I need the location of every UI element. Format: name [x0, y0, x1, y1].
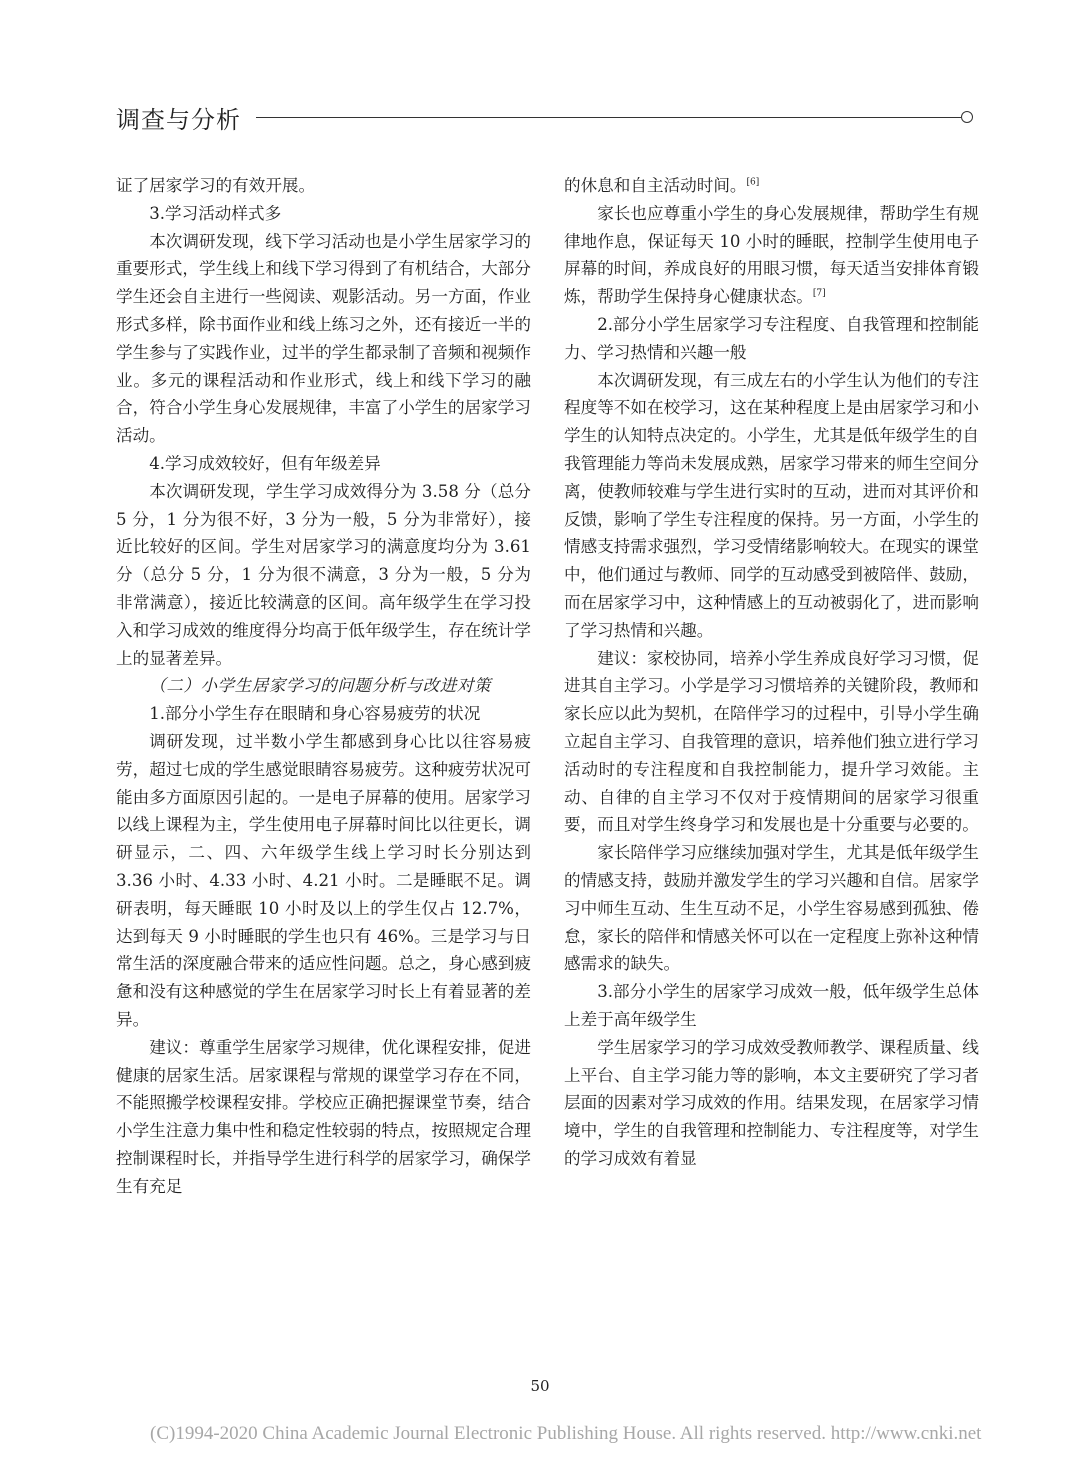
paragraph: 调研发现，过半数小学生都感到身心比以往容易疲劳，超过七成的学生感觉眼睛容易疲劳。这种疲劳状况可能由多方面原因引起的。一是电子屏幕的使用。居家学习以线上课程为主，学生使用电子屏幕时间比以往更长，调研显示，二、四、六年级学生线上学习时长分别达到 3.36 小时、4.33 小时、4.21 小时。二是睡眠不足。调研表明，每天睡眠 10 小时及以上的学生仅占 12.7%，达到每天 9 小时睡眠的学生也只有 46%。三是学习与日常生活的深度融合带来的适应性问题。总之，身心感到疲惫和没有这种感觉的学生在居家学习时长上有着显著的差异。	[116, 731, 531, 1029]
paragraph: 本次调研发现，有三成左右的小学生认为他们的专注程度等不如在校学习，这在某种程度上是由居家学习和小学生的认知特点决定的。小学生，尤其是低年级学生的自我管理能力等尚未发展成熟，居家学习带来的师生空间分离，使教师较难与学生进行实时的互动，进而对其评价和反馈，影响了学生专注程度的保持。另一方面，小学生的情感支持需求强烈，学习受情绪影响较大。在现实的课堂中，他们通过与教师、同学的互动感受到被陪伴、鼓励，而在居家学习中，这种情感上的互动被弱化了，进而影响了学习热情和兴趣。	[564, 370, 979, 640]
paragraph-text: 家长也应尊重小学生的身心发展规律，帮助学生有规律地作息，保证每天 10 小时的睡眠，控制学生使用电子屏幕的时间，养成良好的用眼习惯，每天适当安排体育锻炼，帮助学生保持身心健康状态。	[564, 203, 979, 307]
paragraph	[564, 200, 979, 311]
subheading: 3.学习活动样式多	[149, 203, 282, 223]
citation-ref: [6]	[746, 177, 760, 188]
paragraph: 学生居家学习的学习成效受教师教学、课程质量、线上平台、自主学习能力等的影响，本文主要研究了学习者层面的因素对学习成效的作用。结果发现，在居家学习情境中，学生的自我管理和控制能力、专注程度等，对学生的学习成效有着显	[564, 1037, 979, 1168]
citation-ref: [7]	[812, 288, 826, 299]
header-rule	[256, 117, 961, 118]
right-column	[564, 172, 979, 1173]
page-number: 50	[530, 1377, 550, 1395]
paragraph: 本次调研发现，线下学习活动也是小学生居家学习的重要形式，学生线上和线下学习得到了有机结合，大部分学生还会自主进行一些阅读、观影活动。另一方面，作业形式多样，除书面作业和线上练习之外，还有接近一半的学生参与了实践作业，过半的学生都录制了音频和视频作业。多元的课程活动和作业形式，线上和线下学习的融合，符合小学生身心发展规律，丰富了小学生的居家学习活动。	[116, 231, 531, 446]
subheading: 3.部分小学生的居家学习成效一般，低年级学生总体上差于高年级学生	[564, 982, 979, 1029]
running-header	[116, 100, 976, 134]
paragraph: 建议：家校协同，培养小学生养成良好学习习惯，促进其自主学习。小学是学习习惯培养的关键阶段，教师和家长应以此为契机，在陪伴学习的过程中，引导小学生确立起自主学习、自我管理的意识，培养他们独立进行学习活动时的专注程度和自我控制能力，提升学习效能。主动、自律的自主学习不仅对于疫情期间的居家学习很重要，而且对学生终身学习和发展也是十分重要与必要的。	[564, 648, 979, 835]
header-circle-ornament	[961, 111, 973, 123]
paragraph-continuation	[564, 172, 979, 200]
subheading: 2.部分小学生居家学习专注程度、自我管理和控制能力、学习热情和兴趣一般	[564, 314, 979, 362]
paragraph-text: 的休息和自主活动时间。	[564, 176, 747, 195]
paragraph: 建议：尊重学生居家学习规律，优化课程安排，促进健康的居家生活。居家课程与常规的课堂学习存在不同，不能照搬学校课程安排。学校应正确把握课堂节奏，结合小学生注意力集中性和稳定性较弱的特点，按照规定合理控制课程时长，并指导学生进行科学的居家学习，确保学生有充足	[116, 1037, 531, 1196]
paragraph: 家长陪伴学习应继续加强对学生，尤其是低年级学生的情感支持，鼓励并激发学生的学习兴趣和自信。居家学习中师生互动、生生互动不足，小学生容易感到孤独、倦怠，家长的陪伴和情感关怀可以在一定程度上弥补这种情感需求的缺失。	[564, 843, 979, 974]
section-title: 调查与分析	[116, 106, 241, 134]
subheading: 4.学习成效较好，但有年级差异	[149, 453, 381, 473]
section-heading: （二）小学生居家学习的问题分析与改进对策	[149, 676, 492, 696]
subheading: 1.部分小学生存在眼睛和身心容易疲劳的状况	[149, 704, 481, 724]
paragraph: 本次调研发现，学生学习成效得分为 3.58 分（总分 5 分，1 分为很不好，3 分为一般，5 分为非常好），接近比较好的区间。学生对居家学习的满意度均分为 3.61 分（总分 5 分，1 分为很不满意，3 分为一般，5 分为非常满意），接近比较满意的区间。高年级学生在学习投入和学习成效的维度得分均高于低年级学生，存在统计学上的显著差异。	[116, 481, 531, 668]
left-column	[116, 172, 531, 1200]
copyright-footer: (C)1994-2020 China Academic Journal Electronic Publishing House. All rights reserved. http://www.cnki.net	[150, 1423, 982, 1444]
paragraph-continuation: 证了居家学习的有效开展。	[116, 176, 316, 195]
